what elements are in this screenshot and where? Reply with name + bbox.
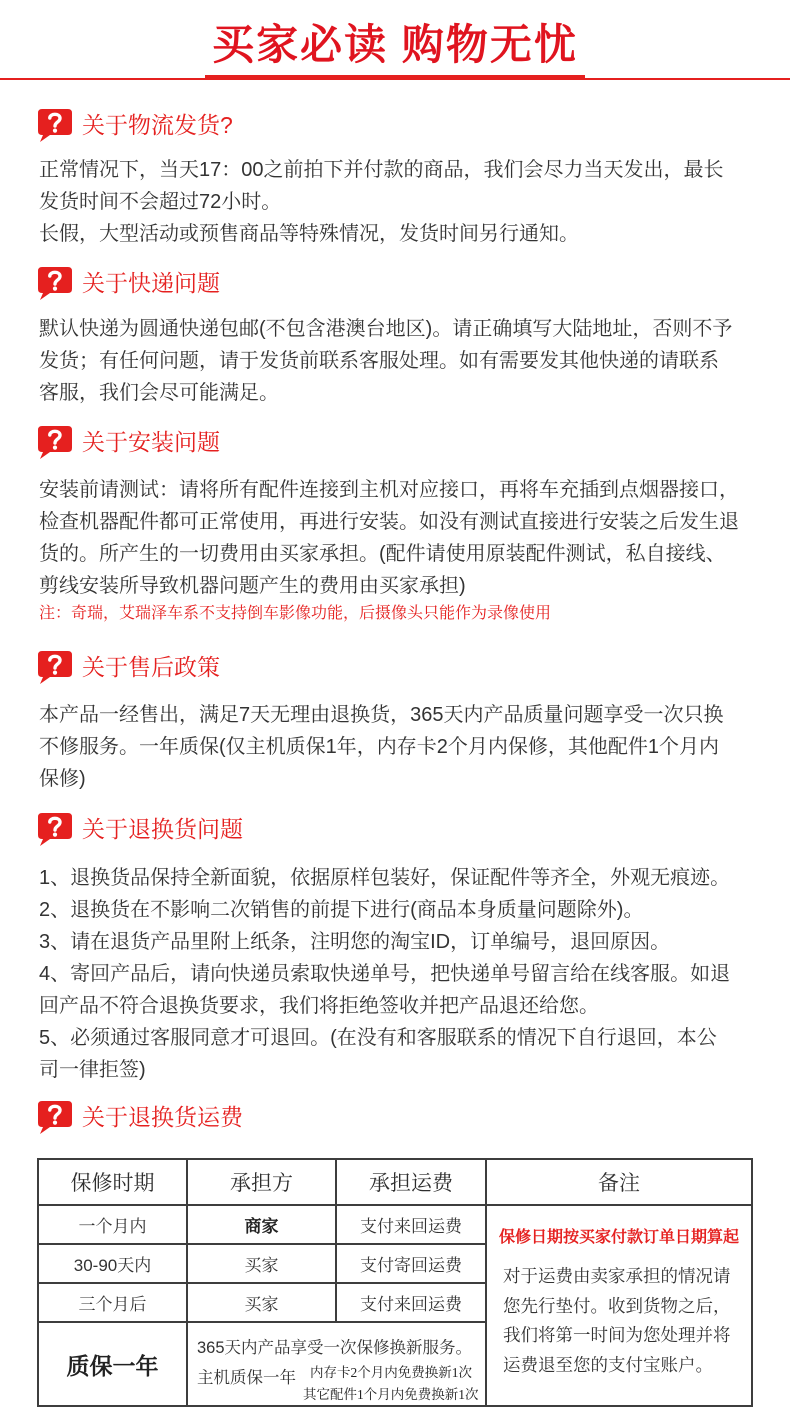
remark-text <box>503 1262 749 1381</box>
installation-note: 注：奇瑞，艾瑞泽车系不支持倒车影像功能，后摄像头只能作为录像使用 <box>39 605 552 622</box>
body-line: 检查机器配件都可正常使用，再进行安装。如没有测试直接进行安装之后发生退 <box>39 511 739 533</box>
question-bubble-icon <box>37 424 73 460</box>
body-line: 本产品一经售出，满足7天无理由退换货，365天内产品质量问题享受一次只换 <box>39 704 724 726</box>
table-header-remark: 备注 <box>598 1172 640 1195</box>
body-line: 货的。所产生的一切费用由买家承担。(配件请使用原装配件测试，私自接线、 <box>39 543 726 565</box>
body-line: 长假，大型活动或预售商品等特殊情况，发货时间另行通知。 <box>39 223 579 245</box>
list-item: 5、必须通过客服同意才可退回。(在没有和客服联系的情况下自行退回，本公 <box>39 1027 717 1049</box>
remark-line: 运费退至您的支付宝账户。 <box>503 1355 713 1376</box>
body-line: 客服，我们会尽可能满足。 <box>39 382 279 404</box>
table-cell-fee: 支付来回运费 <box>360 1295 462 1314</box>
remark-line: 我们将第一时间为您处理并将 <box>503 1325 731 1346</box>
section-title-installation: 关于安装问题 <box>82 429 220 455</box>
page-title: 买家必读 购物无忧 <box>212 21 578 68</box>
list-item: 3、请在退货产品里附上纸条，注明您的淘宝ID，订单编号，退回原因。 <box>39 931 671 953</box>
section-title-courier: 关于快递问题 <box>82 270 220 296</box>
section-body-courier <box>39 313 784 409</box>
body-line: 发货；有任何问题，请于发货前联系客服处理。如有需要发其他快递的请联系 <box>39 350 719 372</box>
warranty-main-unit: 主机质保一年 <box>197 1369 296 1387</box>
list-item: 1、退换货品保持全新面貌，依据原样包装好，保证配件等齐全，外观无痕迹。 <box>39 867 731 889</box>
table-cell-party: 买家 <box>244 1295 279 1314</box>
question-bubble-icon <box>37 811 73 847</box>
body-line: 默认快递为圆通快递包邮(不包含港澳台地区)。请正确填写大陆地址，否则不予 <box>39 318 733 340</box>
table-header-party: 承担方 <box>230 1172 293 1195</box>
question-bubble-icon <box>37 265 73 301</box>
list-item: 回产品不符合退换货要求，我们将拒绝签收并把产品退还给您。 <box>39 995 599 1017</box>
body-line: 安装前请测试：请将所有配件连接到主机对应接口，再将车充插到点烟器接口， <box>39 479 739 501</box>
body-line: 发货时间不会超过72小时。 <box>39 191 282 213</box>
table-cell-period: 30-90天内 <box>73 1256 152 1275</box>
table-cell-warranty-period: 质保一年 <box>66 1352 159 1379</box>
section-title-shipping: 关于物流发货? <box>82 112 233 138</box>
section-body-after-sales <box>39 699 784 795</box>
table-grid-line <box>751 1158 753 1407</box>
section-title-return-shipping-fee: 关于退换货运费 <box>82 1104 243 1130</box>
table-header-period: 保修时期 <box>70 1172 155 1195</box>
table-grid-line <box>37 1405 753 1407</box>
warranty-line: 365天内产品享受一次保修换新服务。 <box>197 1339 473 1357</box>
question-bubble-icon <box>37 107 73 143</box>
section-title-returns: 关于退换货问题 <box>82 816 243 842</box>
title-underline-accent <box>205 75 585 80</box>
warranty-other-parts: 其它配件1个月内免费换新1次 <box>303 1387 479 1402</box>
section-body-returns <box>39 862 784 1086</box>
table-header-fee: 承担运费 <box>369 1172 453 1195</box>
remark-line: 您先行垫付。收到货物之后， <box>503 1295 731 1316</box>
list-item: 4、寄回产品后，请向快递员索取快递单号，把快递单号留言给在线客服。如退 <box>39 963 731 985</box>
remark-cell <box>487 1206 751 1405</box>
section-body-installation <box>39 474 784 602</box>
question-bubble-icon <box>37 1099 73 1135</box>
warranty-detail-cell <box>188 1323 485 1405</box>
remark-line: 对于运费由卖家承担的情况请 <box>503 1266 731 1286</box>
table-cell-period: 一个月内 <box>78 1217 147 1236</box>
remark-highlight: 保修日期按买家付款订单日期算起 <box>498 1229 739 1246</box>
body-line: 剪线安装所导致机器问题产生的费用由买家承担) <box>39 575 466 597</box>
section-body-shipping <box>39 154 784 250</box>
body-line: 不修服务。一年质保(仅主机质保1年，内存卡2个月内保修，其他配件1个月内 <box>39 736 720 758</box>
body-line: 正常情况下，当天17：00之前拍下并付款的商品，我们会尽力当天发出，最长 <box>39 159 724 181</box>
table-cell-fee: 支付寄回运费 <box>360 1256 462 1275</box>
table-cell-fee: 支付来回运费 <box>360 1217 462 1236</box>
table-cell-period: 三个月后 <box>78 1295 147 1314</box>
shipping-fee-table <box>37 1158 753 1407</box>
section-title-after-sales: 关于售后政策 <box>82 654 220 680</box>
body-line: 保修) <box>39 768 86 790</box>
table-cell-party: 买家 <box>244 1256 279 1275</box>
question-bubble-icon <box>37 649 73 685</box>
list-item: 2、退换货在不影响二次销售的前提下进行(商品本身质量问题除外)。 <box>39 899 644 921</box>
list-item: 司一律拒签) <box>39 1059 146 1081</box>
table-cell-party: 商家 <box>244 1217 279 1236</box>
warranty-memory-card: 内存卡2个月内免费换新1次 <box>310 1365 472 1380</box>
